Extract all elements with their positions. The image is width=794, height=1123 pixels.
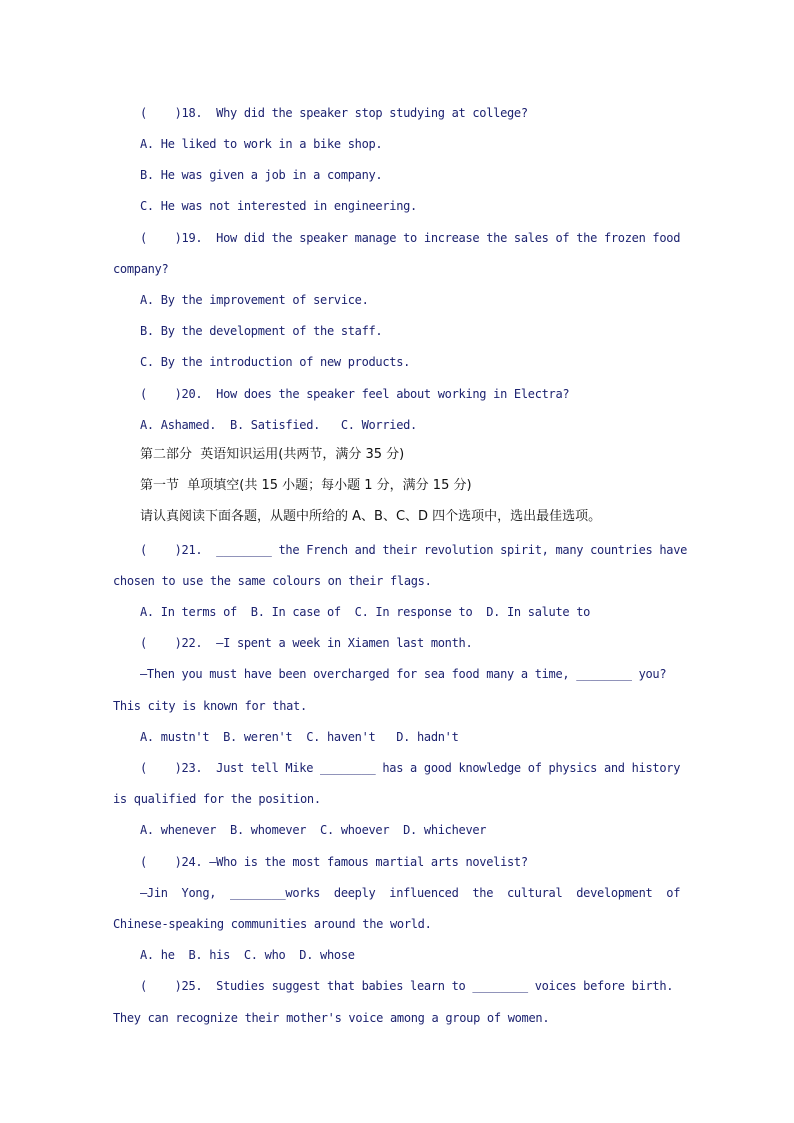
q19-stem-continued: company? <box>113 262 169 276</box>
q19-option-b: B. By the development of the staff. <box>140 324 383 338</box>
q21-stem-continued: chosen to use the same colours on their flags. <box>113 574 432 588</box>
q19-stem: ( )19. How did the speaker manage to increase the sales of the frozen food <box>140 231 681 245</box>
q24-reply: —Jin Yong, ________works deeply influenced the cultural development of <box>140 886 681 900</box>
q23-stem: ( )23. Just tell Mike ________ has a good knowledge of physics and history <box>140 761 681 775</box>
q25-stem: ( )25. Studies suggest that babies learn to ________ voices before birth. <box>140 979 674 993</box>
q24-options: A. he B. his C. who D. whose <box>140 948 355 962</box>
q18-option-b: B. He was given a job in a company. <box>140 168 383 182</box>
q23-stem-continued: is qualified for the position. <box>113 792 321 806</box>
q20-options: A. Ashamed. B. Satisfied. C. Worried. <box>140 418 417 432</box>
q22-stem: ( )22. —I spent a week in Xiamen last month. <box>140 636 473 650</box>
q23-options: A. whenever B. whomever C. whoever D. whichever <box>140 823 487 837</box>
q21-stem: ( )21. ________ the French and their revolution spirit, many countries have <box>140 543 688 557</box>
q18-stem: ( )18. Why did the speaker stop studying at college? <box>140 106 528 120</box>
q22-reply-continued: This city is known for that. <box>113 699 307 713</box>
section-heading: 第二部分 英语知识运用(共两节，满分 35 分) <box>140 447 405 462</box>
q18-option-a: A. He liked to work in a bike shop. <box>140 137 383 151</box>
q22-options: A. mustn't B. weren't C. haven't D. hadn't <box>140 730 459 744</box>
q25-stem-continued: They can recognize their mother's voice among a group of women. <box>113 1011 550 1025</box>
q19-option-c: C. By the introduction of new products. <box>140 355 411 369</box>
section-instruction: 请认真阅读下面各题，从题中所给的 A、B、C、D 四个选项中，选出最佳选项。 <box>140 509 602 524</box>
q18-option-c: C. He was not interested in engineering. <box>140 199 417 213</box>
q24-stem: ( )24. —Who is the most famous martial arts novelist? <box>140 855 528 869</box>
q20-stem: ( )20. How does the speaker feel about working in Electra? <box>140 387 570 401</box>
section-subheading: 第一节 单项填空(共 15 小题；每小题 1 分，满分 15 分) <box>140 478 472 493</box>
q24-reply-continued: Chinese-speaking communities around the world. <box>113 917 432 931</box>
q21-options: A. In terms of B. In case of C. In response to D. In salute to <box>140 605 591 619</box>
q22-reply: —Then you must have been overcharged for sea food many a time, ________ you? <box>140 667 667 681</box>
q19-option-a: A. By the improvement of service. <box>140 293 369 307</box>
